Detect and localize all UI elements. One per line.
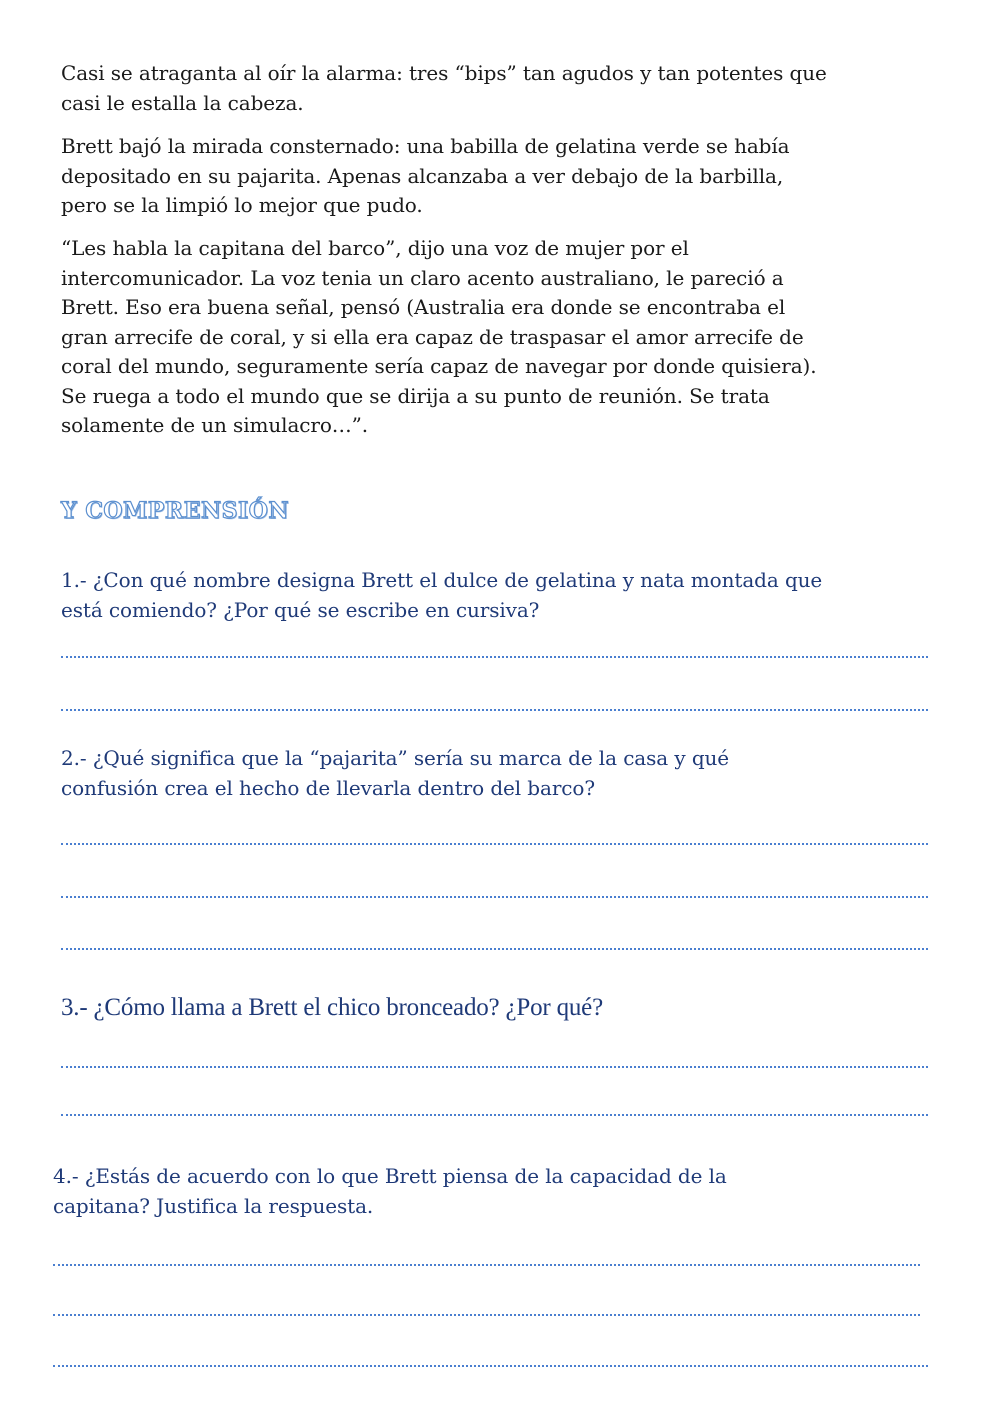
question-4: 4.- ¿Estás de acuerdo con lo que Brett piensa de la capacidad de la capitana? Justifica la respuesta. xyxy=(53,1164,727,1218)
question-3: 3.- ¿Cómo llama a Brett el chico bronceado? ¿Por qué? xyxy=(61,994,603,1021)
answer-line-q2-2[interactable] xyxy=(61,896,928,898)
answer-line-q2-1[interactable] xyxy=(61,843,928,845)
answer-line-q4-1[interactable] xyxy=(53,1264,920,1266)
answer-line-q3-2[interactable] xyxy=(61,1114,928,1116)
story-paragraph-1: Casi se atraganta al oír la alarma: tres “bips” tan agudos y tan potentes que casi le estalla la cabeza. xyxy=(61,61,827,115)
story-paragraph-2: Brett bajó la mirada consternado: una babilla de gelatina verde se había depositado en su pajarita. Apenas alcanzaba a ver debajo de la barbilla, pero se la limpió lo mejor que pudo. xyxy=(61,134,790,217)
answer-line-q4-2[interactable] xyxy=(53,1314,920,1316)
question-2: 2.- ¿Qué significa que la “pajarita” sería su marca de la casa y qué confusión crea el hecho de llevarla dentro del barco? xyxy=(61,746,730,800)
answer-line-q2-3[interactable] xyxy=(61,948,928,950)
answer-line-q1-1[interactable] xyxy=(61,656,928,658)
section-heading: Y COMPRENSIÓN xyxy=(61,498,290,524)
answer-line-q1-2[interactable] xyxy=(61,709,928,711)
answer-line-q3-1[interactable] xyxy=(61,1066,928,1068)
answer-line-q4-3[interactable] xyxy=(53,1365,928,1367)
question-1: 1.- ¿Con qué nombre designa Brett el dulce de gelatina y nata montada que está comiendo? ¿Por qué se escribe en cursiva? xyxy=(61,568,823,622)
story-paragraph-3: “Les habla la capitana del barco”, dijo una voz de mujer por el intercomunicador. La voz tenia un claro acento australiano, le pareció a Brett. Eso era buena señal, pensó (Australia era donde se encontraba el gran arrecife de coral, y si ella era capaz de traspasar el amor arrecife de coral del mundo, seguramente sería capaz de navegar por donde quisiera). Se ruega a todo el mundo que se dirija a su punto de reunión. Se trata solamente de un simulacro…”. xyxy=(61,236,817,437)
